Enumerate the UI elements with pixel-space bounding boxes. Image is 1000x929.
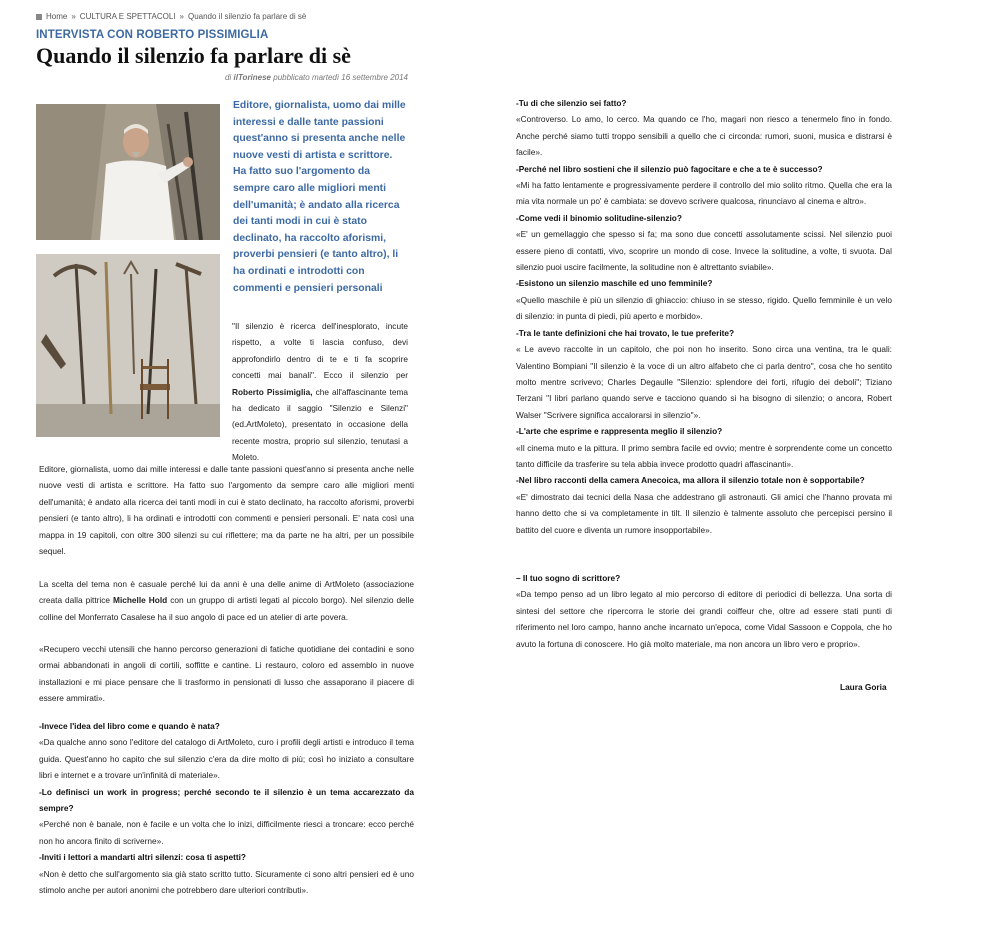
qa-final	[516, 570, 892, 652]
article-kicker: INTERVISTA CON ROBERTO PISSIMIGLIA	[36, 29, 269, 41]
qa-list-right	[516, 95, 892, 538]
breadcrumb-section-link[interactable]: CULTURA E SPETTACOLI	[79, 12, 176, 21]
intro-name: Roberto Pissimiglia,	[232, 386, 313, 397]
qa-answer: «Il cinema muto e la pittura. Il primo sembra facile ed ovvio; mentre è sorprendente come un concetto tanto difficile da trasferire su tela abbia invece prodotto quadri affascinanti».	[516, 442, 892, 469]
qa-answer: «Mi ha fatto lentamente e progressivamente perdere il controllo del mio solito ritmo. Quella che era la mia vita normale un po' è cambiata: se dovevo scrivere qualcosa, rinunciavo al cinema e altro».	[516, 180, 892, 207]
qa-answer: «E' dimostrato dai tecnici della Nasa che addestrano gli astronauti. Gli amici che l'hanno provata mi hanno detto che si va completamente in tilt. Il silenzio è talmente assoluto che percepisci persino il battito del cuore e diventa un rumore insopportabile».	[516, 491, 892, 535]
qa-question: -Tu di che silenzio sei fatto?	[516, 98, 627, 108]
qa-question: -Nel libro racconti della camera Anecoica, ma allora il silenzio totale non è sopportabile?	[516, 475, 865, 486]
photo-tools-installation	[36, 254, 220, 437]
qa-question: -Come vedi il binomio solitudine-silenzio?	[516, 212, 682, 223]
byline-published: pubblicato martedì 16 settembre 2014	[273, 73, 408, 82]
body-paragraph-2	[39, 576, 414, 625]
byline-prefix: di	[225, 73, 232, 82]
qa-question: – Il tuo sogno di scrittore?	[516, 573, 621, 583]
author-signature: Laura Goria	[840, 682, 887, 692]
body-p2-b: con un gruppo di artisti legati al piccolo borgo). Nel silenzio delle colline del Monferrato Casalese ha il suo angolo di pace ed un atelier di arte povera.	[39, 595, 414, 622]
qa-answer: «E' un gemellaggio che spesso si fa; ma sono due concetti assolutamente scissi. Nel silenzio puoi essere pieno di contatti, vivo, scoprire un mondo di cose. Invece la solitudine, a volte, ti svuota. Dal silenzio puoi uscire facilmente, la solitudine non è altrettanto sviabile».	[516, 229, 892, 273]
article-byline	[36, 73, 408, 82]
body-p2-name: Michelle Hold	[113, 595, 168, 606]
body-paragraph-3: «Recupero vecchi utensili che hanno percorso generazioni di fatiche quotidiane dei contadini e sono ormai abbandonati in angoli di cortili, soffitte e cantine. Li restauro, coloro ed assemblo in nuove installazioni e mi piace pensare che li trasformo in pensionati di lusso che assaporano il piacere di essere ammirati».	[39, 644, 414, 704]
photo-author-portrait	[36, 104, 220, 240]
qa-question: -Invece l'idea del libro come e quando è nata?	[39, 721, 220, 731]
byline-author[interactable]: ilTorinese	[233, 73, 272, 82]
qa-answer: «Non è detto che sull'argomento sia già stato scritto tutto. Sicuramente ci sono altri pensieri ed è uno stimolo anche per autori anonimi che potrebbero dare ulteriori contributi».	[39, 868, 414, 896]
qa-answer: «Perché non è banale, non è facile e un volta che lo inizi, difficilmente riesci a troncare: ecco perché non ho ancora finito di scriverne».	[39, 819, 414, 846]
intro-paragraph	[232, 318, 408, 466]
home-icon	[36, 14, 42, 20]
qa-question: -Esistono un silenzio maschile ed uno femminile?	[516, 278, 713, 289]
breadcrumb-separator: »	[71, 12, 76, 21]
article-title: Quando il silenzio fa parlare di sè	[36, 43, 351, 68]
body-paragraph-1: Editore, giornalista, uomo dai mille interessi e dalle tante passioni quest'anno si presenta anche nelle nuove vesti di artista e scrittore. Ha fatto suo l'argomento da sempre caro alle migliori menti dell'umanità; è andato alla ricerca dei tanti modi in cui è stato declinato, ha raccolto aforismi, proverbi pensieri (e tanto altro), li ha ordinati e introdotti con commenti e pensieri personali. E' nata così una mappa in 19 capitoli, con oltre 300 silenzi su cui riflettere; ma da parte ne ha altri, per un possibile sequel.	[39, 464, 414, 557]
breadcrumb-current: Quando il silenzio fa parlare di sè	[187, 12, 307, 21]
intro-rest: che all'affascinante tema ha dedicato il saggio "Silenzio e Silenzi" (ed.ArtMoleto), presentato in occasione della recente mostra, proprio sul silenzio, tenutasi a Moleto.	[232, 386, 408, 463]
qa-answer: «Da tempo penso ad un libro legato al mio percorso di editore di periodici di bellezza. Una sorta di sintesi del settore che ripercorra le storie dei grandi coiffeur che, oltre ad essere stati punti di riferimento nel loro campo, hanno anche incarnato un'epoca, come Vidal Sassoon e Coppola, che ho avuto la fortuna di conoscere. Ho già molto materiale, ma non ancora un libro vero e proprio».	[516, 589, 892, 649]
qa-answer: «Quello maschile è più un silenzio di ghiaccio: chiuso in se stesso, rigido. Quello femminile è un velo di silenzio: in punta di piedi, più aperto e morbido».	[516, 294, 892, 322]
qa-question: -L'arte che esprime e rappresenta meglio il silenzio?	[516, 426, 723, 437]
qa-question: -Inviti i lettori a mandarti altri silenzi: cosa ti aspetti?	[39, 852, 247, 863]
intro-quote: "Il silenzio è ricerca dell'inesplorato, incute rispetto, a volte ti lascia confuso, devi approfondirlo dentro di te e ti fa scoprire concetti mai banali". Ecco il silenzio per	[232, 321, 408, 381]
qa-answer: « Le avevo raccolte in un capitolo, che poi non ho inserito. Sono circa una ventina, tra le quali: Valentino Bompiani "Il silenzio è la voce di un altro alfabeto che ci parla dentro", cosa che ho sentito molto mentre scrivevo; Charles Degaulle "Silenzio: splendore dei forti, rifugio dei deboli"; Tiziano Terzani "I libri parlano quando serve e tacciono quando si ha bisogno di silenzio; o ancora, Robert Walser "Scrivere significa accalorarsi in silenzio"».	[516, 344, 892, 420]
breadcrumb-separator: »	[179, 12, 184, 21]
breadcrumb	[36, 12, 306, 21]
qa-question: -Tra le tante definizioni che hai trovato, le tue preferite?	[516, 327, 735, 338]
qa-list-left	[39, 718, 414, 898]
body-p2-a: La scelta del tema non è casuale perché lui da anni è una delle anime di ArtMoleto (associazione creata dalla pittrice	[39, 579, 414, 606]
qa-answer: «Controverso. Lo amo, lo cerco. Ma quando ce l'ho, magari non riesco a tenermelo fino in fondo. Anche perché siamo tutti troppo sensibili a quello che ci circonda: rumori, suoni, musica e distrarsi è facile».	[516, 114, 892, 158]
article-lead: Editore, giornalista, uomo dai mille interessi e dalle tante passioni quest'anno si presenta anche nelle nuove vesti di artista e scrittore. Ha fatto suo l'argomento da sempre caro alle migliori menti dell'umanità; è andato alla ricerca dei tanti modi in cui è stato declinato, ha raccolto aforismi, proverbi pensieri (e tanto altro), li ha ordinati e introdotti con commenti e pensieri personali	[233, 100, 406, 294]
qa-answer: «Da qualche anno sono l'editore del catalogo di ArtMoleto, curo i profili degli artisti e introduco il tema guida. Quest'anno ho capito che sul silenzio c'era da dire molto di più; così ho iniziato a consultare libri e internet e a trovare un'infinità di materiale».	[39, 737, 414, 781]
qa-question: -Lo definisci un work in progress; perché secondo te il silenzio è un tema accarezzato da sempre?	[39, 786, 414, 814]
qa-question: -Perché nel libro sostieni che il silenzio può fagocitare e che a te è successo?	[516, 163, 823, 174]
breadcrumb-home-link[interactable]: Home	[46, 12, 68, 21]
